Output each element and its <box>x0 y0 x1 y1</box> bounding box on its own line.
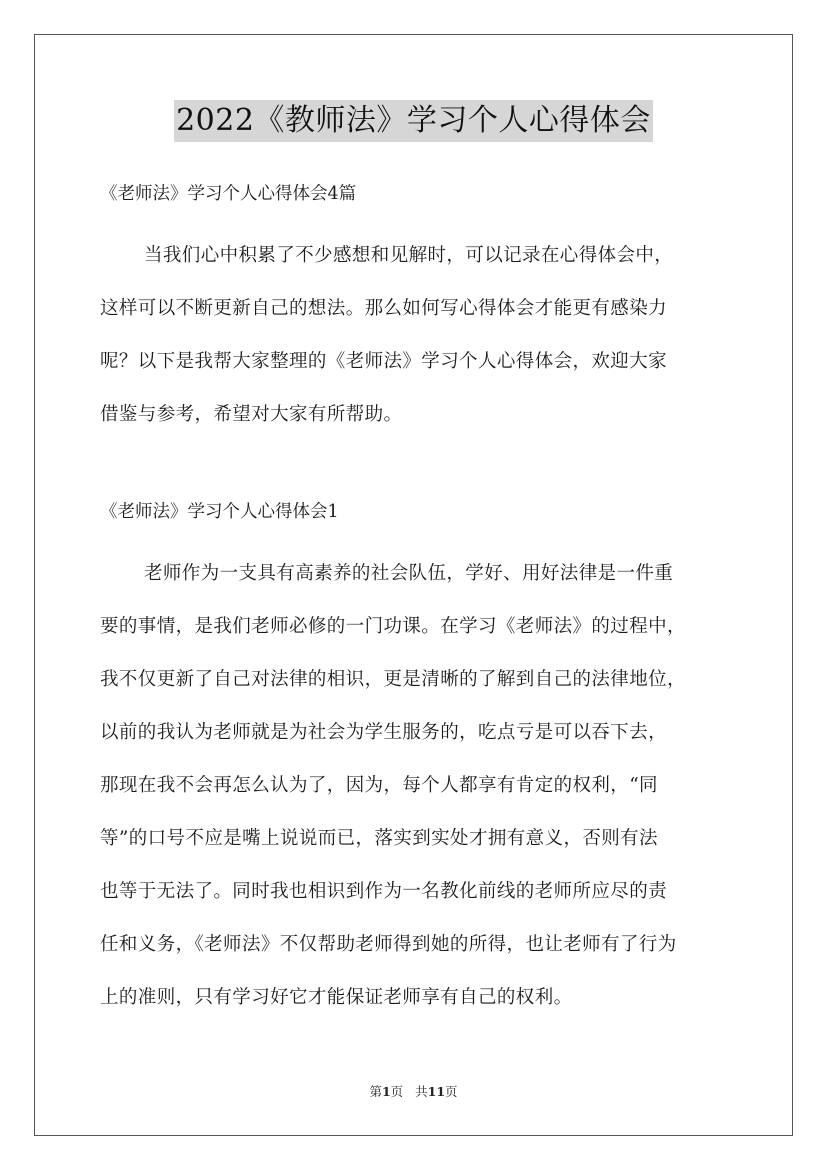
section-1-line: 老师作为一支具有高素养的社会队伍，学好、用好法律是一件重 <box>144 563 674 584</box>
footer-page-suffix: 页 <box>390 1084 404 1099</box>
subtitle-main: 《老师法》学习个人心得体会4篇 <box>100 184 357 204</box>
intro-paragraph <box>100 229 740 441</box>
intro-line: 这样可以不断更新自己的想法。那么如何写心得体会才能更有感染力 <box>100 298 668 319</box>
footer-total-pages: 11 <box>427 1084 446 1099</box>
intro-line: 呢？以下是我帮大家整理的《老师法》学习个人心得体会，欢迎大家 <box>100 351 668 372</box>
section-1-paragraph <box>100 547 740 1024</box>
footer-separator <box>403 1084 415 1099</box>
document-title: 2022《教师法》学习个人心得体会 <box>174 100 653 142</box>
document-body <box>100 176 740 1024</box>
section-1-heading: 《老师法》学习个人心得体会1 <box>100 502 339 522</box>
footer-page-number: 1 <box>381 1084 391 1099</box>
footer-page-prefix: 第 <box>369 1084 382 1099</box>
intro-line: 当我们心中积累了不少感想和见解时，可以记录在心得体会中， <box>144 245 674 266</box>
page-footer <box>0 1083 827 1101</box>
section-1-line: 要的事情，是我们老师必修的一门功课。在学习《老师法》的过程中， <box>100 616 686 637</box>
section-1-line: 以前的我认为老师就是为社会为学生服务的，吃点亏是可以吞下去， <box>100 722 668 743</box>
section-1-line: 我不仅更新了自己对法律的相识，更是清晰的了解到自己的法律地位， <box>100 669 686 690</box>
section-1-line: 等”的口号不应是嘴上说说而已，落实到实处才拥有意义，否则有法 <box>100 828 658 849</box>
title-container <box>0 100 827 142</box>
footer-total-prefix: 共 <box>415 1084 428 1099</box>
section-1-line: 那现在我不会再怎么认为了，因为，每个人都享有肯定的权利，“同 <box>100 775 658 796</box>
section-1-line: 上的准则，只有学习好它才能保证老师享有自己的权利。 <box>100 987 573 1008</box>
section-1-line: 任和义务，《老师法》不仅帮助老师得到她的所得，也让老师有了行为 <box>100 934 677 955</box>
footer-total-suffix: 页 <box>445 1084 458 1099</box>
intro-line: 借鉴与参考，希望对大家有所帮助。 <box>100 404 403 425</box>
section-1-line: 也等于无法了。同时我也相识到作为一名教化前线的老师所应尽的责 <box>100 881 668 902</box>
